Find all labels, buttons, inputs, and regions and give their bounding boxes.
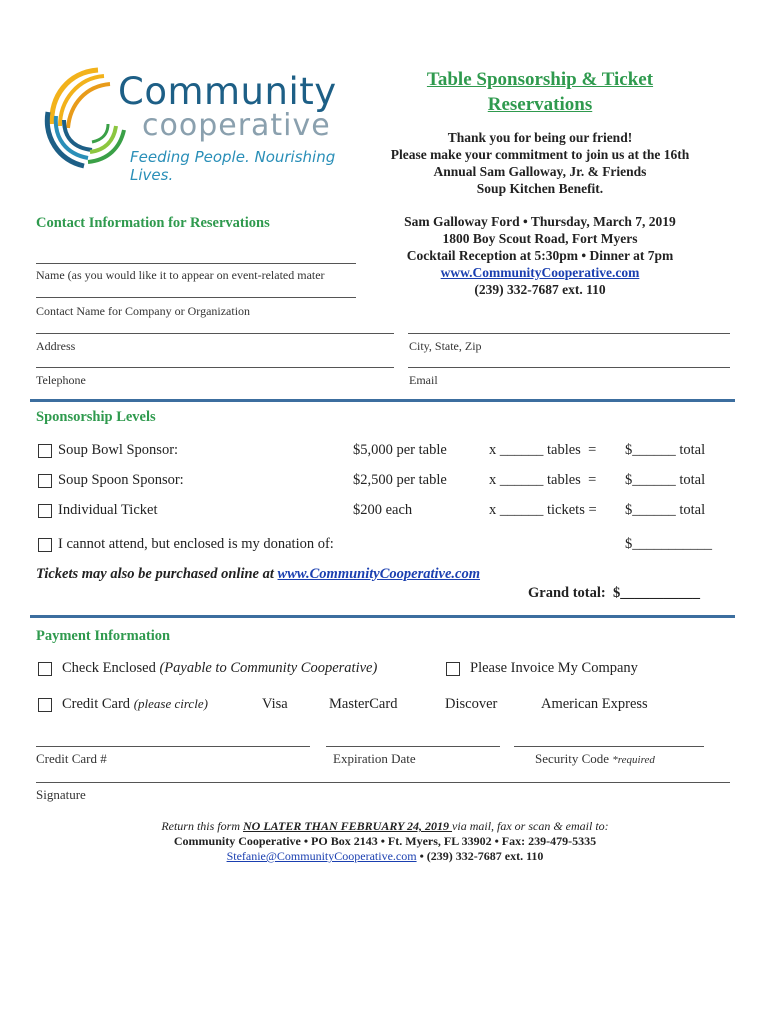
check-checkbox[interactable] bbox=[38, 662, 52, 676]
security-code-field[interactable] bbox=[514, 746, 704, 747]
return-suffix: via mail, fax or scan & email to: bbox=[452, 819, 609, 833]
card-option-visa[interactable]: Visa bbox=[262, 696, 288, 712]
grand-total-label: Grand total: bbox=[528, 585, 606, 601]
sponsor-label: Soup Spoon Sponsor: bbox=[58, 472, 184, 488]
address-label: Address bbox=[36, 339, 76, 353]
city-field[interactable] bbox=[408, 333, 730, 334]
company-field[interactable] bbox=[36, 297, 356, 298]
footer-phone: • (239) 332-7687 ext. 110 bbox=[416, 849, 544, 863]
telephone-label: Telephone bbox=[36, 373, 86, 387]
card-option-discover[interactable]: Discover bbox=[445, 696, 498, 712]
event-website-link[interactable]: www.CommunityCooperative.com bbox=[440, 265, 640, 280]
company-label: Contact Name for Company or Organization bbox=[36, 304, 251, 318]
name-label: Name (as you would like it to appear on event-related mater bbox=[36, 268, 325, 282]
page-title bbox=[370, 67, 710, 117]
sponsor-row-individual bbox=[36, 502, 736, 522]
sponsor-qty[interactable]: x ______ tables = bbox=[489, 472, 597, 488]
sponsor-price: $200 each bbox=[353, 502, 413, 518]
contact-heading: Contact Information for Reservations bbox=[36, 215, 270, 231]
invoice-option bbox=[444, 660, 724, 680]
donation-label: I cannot attend, but enclosed is my donation of: bbox=[58, 536, 334, 552]
invoice-label: Please Invoice My Company bbox=[470, 660, 638, 676]
title-line2: Reservations bbox=[487, 94, 593, 115]
intro-line: Please make your commitment to join us at the 16th bbox=[390, 147, 690, 162]
sponsor-qty[interactable]: x ______ tables = bbox=[489, 442, 597, 458]
intro-line: Annual Sam Galloway, Jr. & Friends bbox=[433, 164, 647, 179]
credit-note: (please circle) bbox=[133, 696, 208, 711]
expiration-field[interactable] bbox=[326, 746, 500, 747]
donation-total[interactable]: $___________ bbox=[625, 536, 712, 552]
check-text bbox=[62, 660, 377, 677]
sponsor-price: $2,500 per table bbox=[353, 472, 447, 488]
footer-email-link[interactable]: Stefanie@CommunityCooperative.com bbox=[226, 849, 417, 863]
sponsor-label: Soup Bowl Sponsor: bbox=[58, 442, 179, 458]
sponsor-total[interactable]: $______ total bbox=[625, 472, 706, 488]
card-number-label-text: Credit Card # bbox=[36, 751, 107, 766]
signature-field[interactable] bbox=[36, 782, 730, 783]
security-code-label bbox=[535, 751, 655, 767]
sponsor-total[interactable]: $______ total bbox=[625, 442, 706, 458]
card-option-mastercard[interactable]: MasterCard bbox=[329, 696, 398, 712]
intro-line: Soup Kitchen Benefit. bbox=[476, 181, 604, 196]
title-line1: Table Sponsorship & Ticket bbox=[426, 69, 654, 90]
credit-checkbox[interactable] bbox=[38, 698, 52, 712]
card-option-amex[interactable]: American Express bbox=[541, 696, 648, 712]
event-address: 1800 Boy Scout Road, Fort Myers bbox=[442, 231, 638, 246]
sponsor-price: $5,000 per table bbox=[353, 442, 447, 458]
security-label-text: Security Code bbox=[535, 751, 613, 766]
online-prefix: Tickets may also be purchased online at bbox=[36, 566, 278, 582]
sponsor-row-soup-bowl bbox=[36, 442, 736, 462]
event-phone: (239) 332-7687 ext. 110 bbox=[474, 282, 606, 297]
soup-spoon-checkbox[interactable] bbox=[38, 474, 52, 488]
email-field[interactable] bbox=[408, 367, 730, 368]
email-label: Email bbox=[409, 373, 438, 387]
telephone-field[interactable] bbox=[36, 367, 394, 368]
return-prefix: Return this form bbox=[161, 819, 243, 833]
check-option bbox=[36, 660, 436, 680]
intro-text bbox=[360, 129, 720, 197]
name-field[interactable] bbox=[36, 263, 356, 264]
credit-option bbox=[36, 696, 736, 716]
logo-tagline: Feeding People. Nourishing Lives. bbox=[130, 148, 336, 184]
security-note: *required bbox=[612, 754, 655, 766]
signature-label: Signature bbox=[36, 787, 86, 802]
individual-ticket-checkbox[interactable] bbox=[38, 504, 52, 518]
grand-total-value[interactable]: $___________ bbox=[612, 585, 700, 601]
credit-text bbox=[62, 696, 208, 713]
online-purchase-link[interactable]: www.CommunityCooperative.com bbox=[277, 566, 481, 582]
sponsor-total[interactable]: $______ total bbox=[625, 502, 706, 518]
city-label: City, State, Zip bbox=[409, 339, 482, 353]
payment-heading: Payment Information bbox=[36, 628, 171, 644]
logo-name-line2: cooperative bbox=[142, 108, 331, 143]
event-times: Cocktail Reception at 5:30pm • Dinner at 7pm bbox=[406, 248, 674, 263]
footer-address: Community Cooperative • PO Box 2143 • Ft. Myers, FL 33902 • Fax: 239-479-5335 bbox=[173, 834, 597, 848]
event-venue-date: Sam Galloway Ford • Thursday, March 7, 2019 bbox=[404, 214, 676, 229]
card-number-field[interactable] bbox=[36, 746, 310, 747]
donation-row bbox=[36, 536, 736, 556]
sponsorship-heading: Sponsorship Levels bbox=[36, 409, 156, 425]
check-note: (Payable to Community Cooperative) bbox=[159, 660, 378, 676]
credit-label: Credit Card bbox=[62, 696, 134, 712]
sponsor-label: Individual Ticket bbox=[58, 502, 158, 518]
intro-line: Thank you for being our friend! bbox=[447, 130, 633, 145]
return-deadline: NO LATER THAN FEBRUARY 24, 2019 bbox=[242, 819, 453, 833]
logo-name-line1: Community bbox=[118, 70, 337, 113]
divider bbox=[30, 615, 735, 618]
return-instructions bbox=[85, 819, 685, 834]
footer-contact bbox=[85, 849, 685, 864]
grand-total bbox=[528, 585, 700, 602]
sponsor-qty[interactable]: x ______ tickets = bbox=[489, 502, 597, 518]
sponsor-row-soup-spoon bbox=[36, 472, 736, 492]
address-field[interactable] bbox=[36, 333, 394, 334]
check-label: Check Enclosed bbox=[62, 660, 160, 676]
donation-checkbox[interactable] bbox=[38, 538, 52, 552]
divider bbox=[30, 399, 735, 402]
logo bbox=[38, 62, 348, 184]
invoice-checkbox[interactable] bbox=[446, 662, 460, 676]
soup-bowl-checkbox[interactable] bbox=[38, 444, 52, 458]
online-purchase-note bbox=[36, 566, 480, 583]
footer bbox=[85, 819, 685, 864]
event-info bbox=[360, 213, 720, 298]
expiration-label: Expiration Date bbox=[333, 751, 416, 766]
